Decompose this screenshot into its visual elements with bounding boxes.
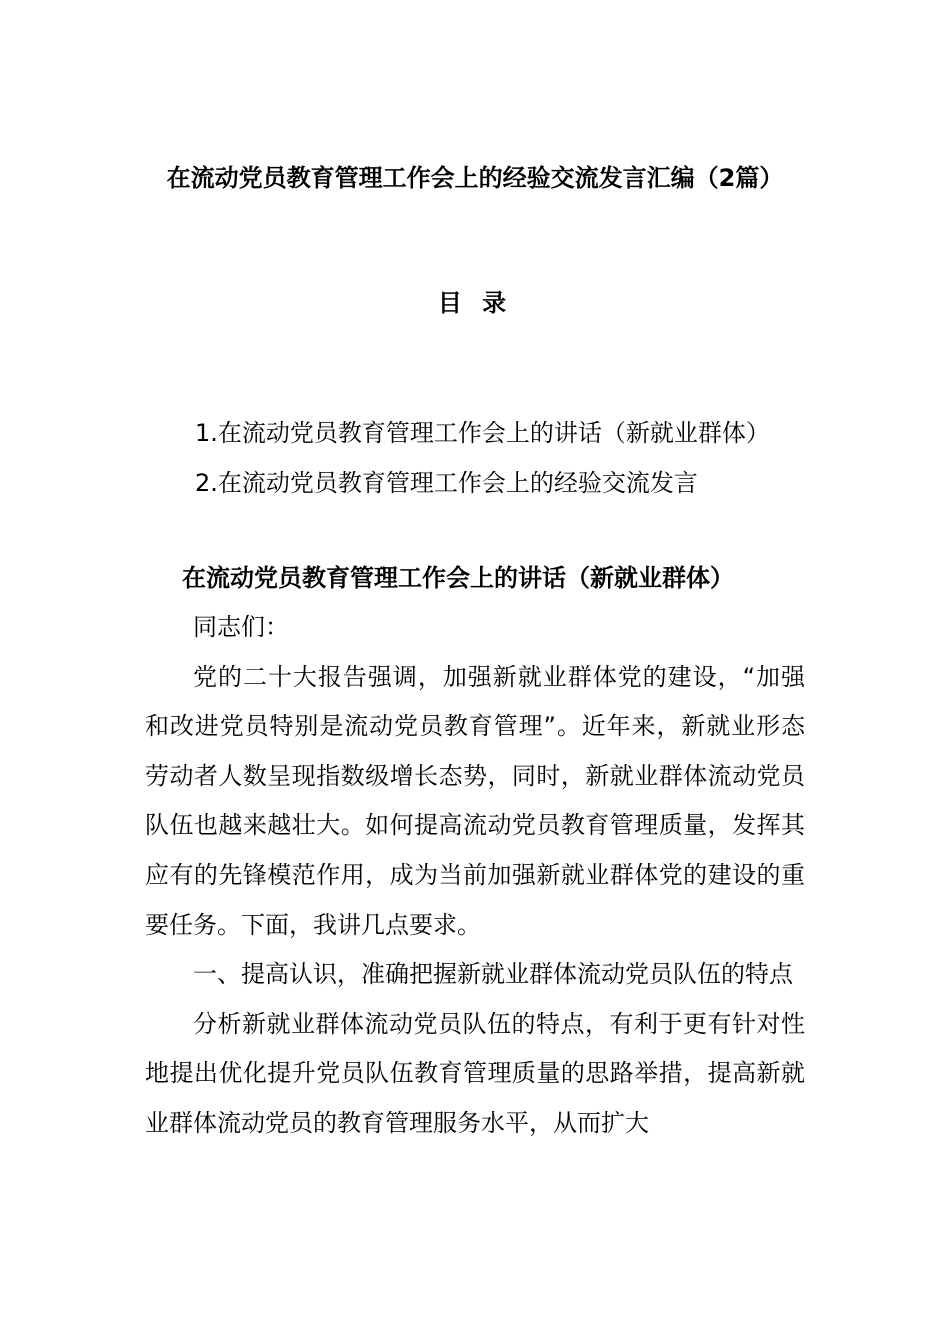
body-text — [145, 603, 805, 1149]
paragraph-salutation: 同志们： — [193, 613, 289, 641]
paragraph-intro: 党的二十大报告强调，加强新就业群体党的建设，“加强和改进党员特别是流动党员教育管理”。近年来，新就业形态劳动者人数呈现指数级增长态势，同时，新就业群体流动党员队伍也越来越壮大。如何提高流动党员教育管理质量，发挥其应有的先锋模范作用，成为当前加强新就业群体党的建设的重要任务。下面，我讲几点要求。 — [145, 662, 805, 939]
toc-item-1: 1.在流动党员教育管理工作会上的讲话（新就业群体） — [195, 419, 770, 447]
toc-item-2: 2.在流动党员教育管理工作会上的经验交流发言 — [195, 469, 698, 497]
paragraph-heading-one: 一、提高认识，准确把握新就业群体流动党员队伍的特点 — [193, 960, 793, 989]
document-title: 在流动党员教育管理工作会上的经验交流发言汇编（2篇） — [166, 164, 784, 192]
paragraph-analysis: 分析新就业群体流动党员队伍的特点，有利于更有针对性地提出优化提升党员队伍教育管理质量的思路举措，提高新就业群体流动党员的教育管理服务水平，从而扩大 — [145, 1009, 805, 1137]
section-title: 在流动党员教育管理工作会上的讲话（新就业群体） — [182, 564, 734, 592]
table-of-contents — [195, 408, 770, 508]
toc-heading: 目 录 — [437, 289, 513, 317]
